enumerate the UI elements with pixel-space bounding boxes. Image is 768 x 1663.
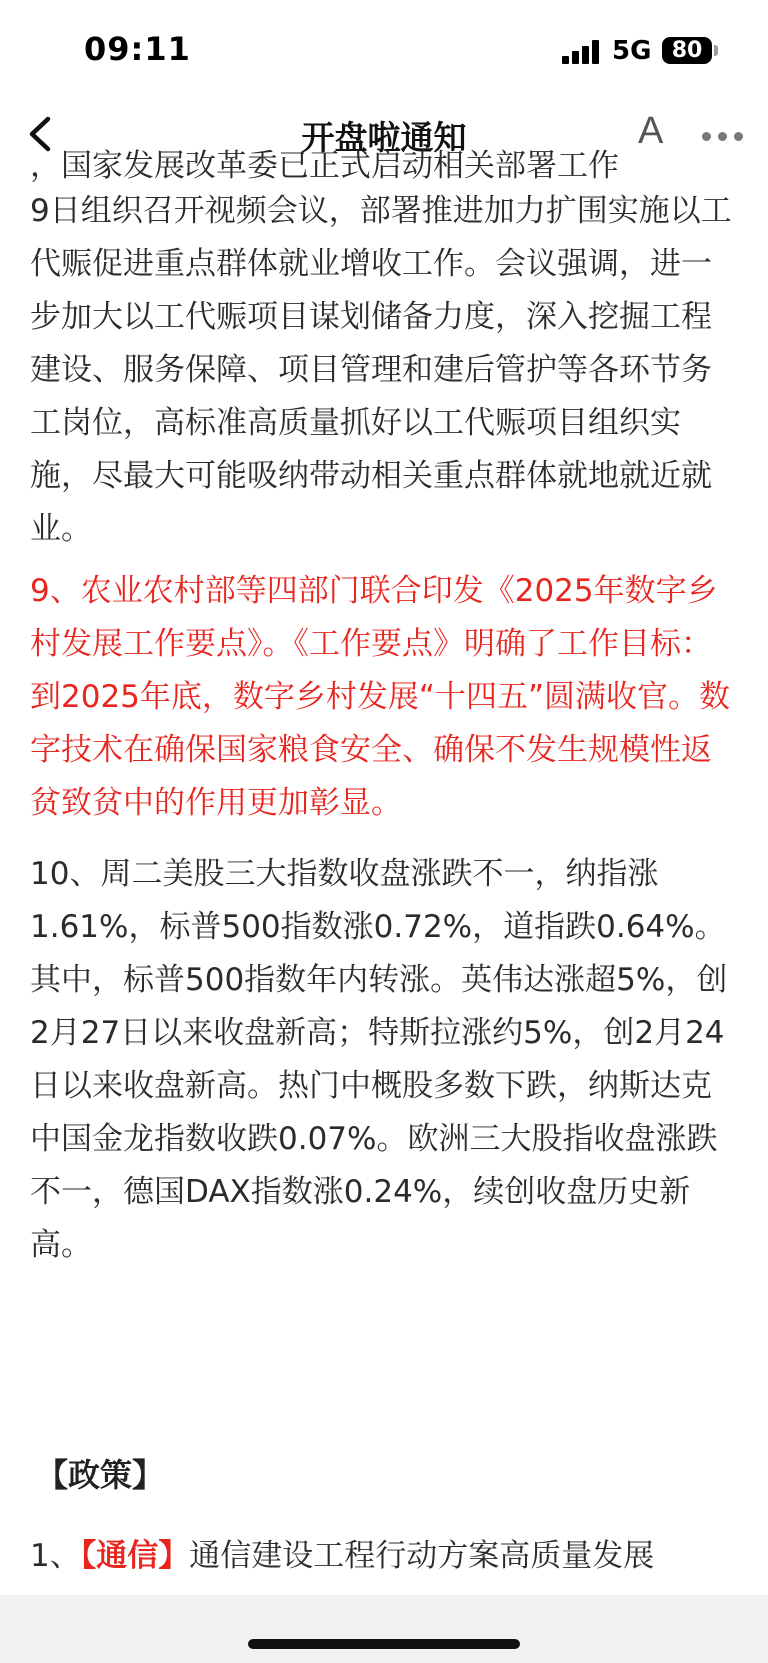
- battery-icon: 80: [662, 37, 712, 64]
- item-tag: 【通信】: [80, 1538, 190, 1574]
- home-indicator[interactable]: [248, 1639, 520, 1649]
- status-bar: [0, 0, 768, 100]
- bottom-bar: [0, 1595, 768, 1663]
- page-title: 开盘啦通知: [301, 118, 467, 157]
- partial-line: ，国家发展改革委已正式启动相关部署工作: [30, 148, 619, 184]
- battery-tip: [714, 45, 718, 56]
- article-content: [0, 148, 768, 1595]
- section-heading-policy: 【政策】: [36, 1456, 165, 1494]
- policy-item-1: [30, 1530, 750, 1583]
- article-paragraph-8: 9日组织召开视频会议，部署推进加力扩围实施以工代赈促进重点群体就业增收工作。会议强调，进一步加大以工代赈项目谋划储备力度，深入挖掘工程建设、服务保障、项目管理和建后管护等各环节务工岗位，高标准高质量抓好以工代赈项目组织实施，尽最大可能吸纳带动相关重点群体就地就近就业。: [30, 193, 732, 547]
- item-text: 通信建设工程行动方案高质量发展: [189, 1538, 655, 1574]
- signal-icon: [562, 40, 604, 64]
- item-number: 1、: [30, 1538, 81, 1574]
- network-type: 5G: [612, 36, 652, 66]
- article-paragraph-9: 9、农业农村部等四部门联合印发《2025年数字乡村发展工作要点》。《工作要点》明确了工作目标：到2025年底，数字乡村发展“十四五”圆满收官。数字技术在确保国家粮食安全、确保不发生规模性返贫致贫中的作用更加彰显。: [30, 573, 731, 821]
- font-size-button[interactable]: A: [638, 110, 664, 152]
- article-paragraph-10: 10、周二美股三大指数收盘涨跌不一，纳指涨1.61%，标普500指数涨0.72%，道指跌0.64%。其中，标普500指数年内转涨。英伟达涨超5%，创2月27日以来收盘新高；特斯拉涨约5%，创2月24日以来收盘新高。热门中概股多数下跌，纳斯达克中国金龙指数收跌0.07%。欧洲三大股指收盘涨跌不一，德国DAX指数涨0.24%，续创收盘历史新高。: [30, 856, 728, 1263]
- status-time: 09:11: [84, 30, 191, 68]
